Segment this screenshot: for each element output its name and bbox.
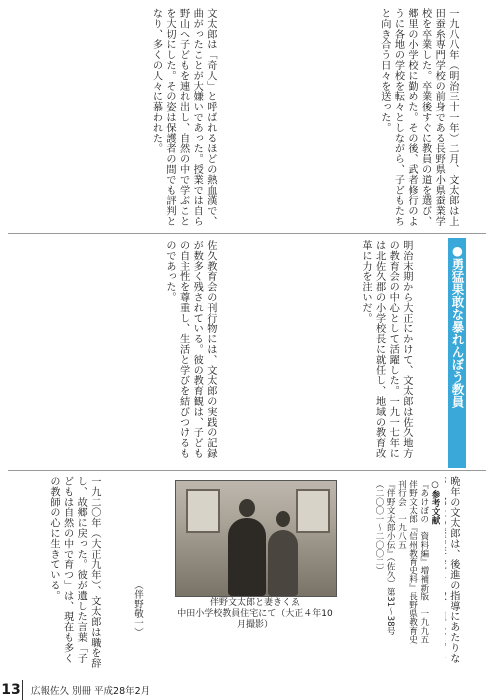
reference-item: 『伴野文太郎小伝』（佐久）第31〜38号（二〇〇一〜二〇〇二） — [373, 480, 396, 636]
reference-item: 『あけぼの 資料編』増補新版 一九九五 — [418, 480, 429, 644]
page-footer — [0, 680, 494, 700]
body-text-upper-left — [8, 8, 244, 230]
divider — [8, 233, 486, 234]
references — [340, 480, 440, 645]
section-heading: ●勇猛果敢な暴れんぼう教員 — [450, 243, 465, 408]
body-text-lower-left — [8, 476, 128, 672]
author-name: （伴野敬一） — [132, 580, 143, 637]
photo-caption-line2: 中田小学校教員住宅にて（大正４年10月撮影） — [177, 609, 333, 630]
paragraph: 晩年の文太郎は、後進の指導にあたりな — [447, 476, 459, 664]
portrait-photo — [175, 480, 337, 597]
reference-item: 伴野文太郎『信州教育史料』長野県教育史刊行会 一九八五 — [396, 480, 418, 644]
page-number: 13 — [0, 680, 23, 700]
body-text-upper-right — [250, 8, 486, 230]
body-text-middle-right — [250, 240, 440, 465]
divider — [8, 470, 486, 471]
publication-label: 広報佐久 別冊 平成28年2月 — [31, 686, 151, 697]
paragraph: 佐久教育会の刊行物には、文太郎の実践の記録が数多く残されている。彼の教育観は、子どもの自主性を尊重し、生活と学びを結びつけるものであった。 — [164, 240, 216, 459]
photo-caption — [175, 598, 335, 631]
paragraph: 明治末期から大正にかけて、文太郎は佐久地方の教育会の中心として活躍した。一九一七年には北佐久郡の小学校長に就任し、地域の教育改革に力を注いだ。 — [360, 240, 412, 459]
references-title: ○参考文献 — [430, 480, 440, 525]
body-text-lower-right — [445, 476, 487, 672]
paragraph: 一九二〇年（大正九年）、文太郎は職を辞し、故郷に戻った。彼が遺した言葉「子どもは自然の中で育つ」は、現在も多くの教師の心に生きている。 — [48, 476, 100, 669]
photo-caption-line1: 伴野文太郎と妻きくゑ — [209, 598, 300, 608]
paragraph: 一九八八年（明治三十一年）二月、文太郎は上田蚕糸専門学校の前身である長野県小県蚕業学校を卒業した。卒業後すぐに教員の道を選び、郷里の小学校に勤めた。その後、武者修行のように各地の学校を転々としながら、子どもたちと向き合う日々を送った。 — [378, 8, 458, 227]
paragraph: 文太郎は「奇人」と呼ばれるほどの熱血漢で、曲がったことが大嫌いであった。授業では自ら野山へ子どもを連れ出し、自然の中で学ぶことを大切にした。その姿は保護者の間でも評判となり、多くの人々に慕われた。 — [150, 8, 216, 227]
body-text-middle-left — [8, 240, 244, 465]
